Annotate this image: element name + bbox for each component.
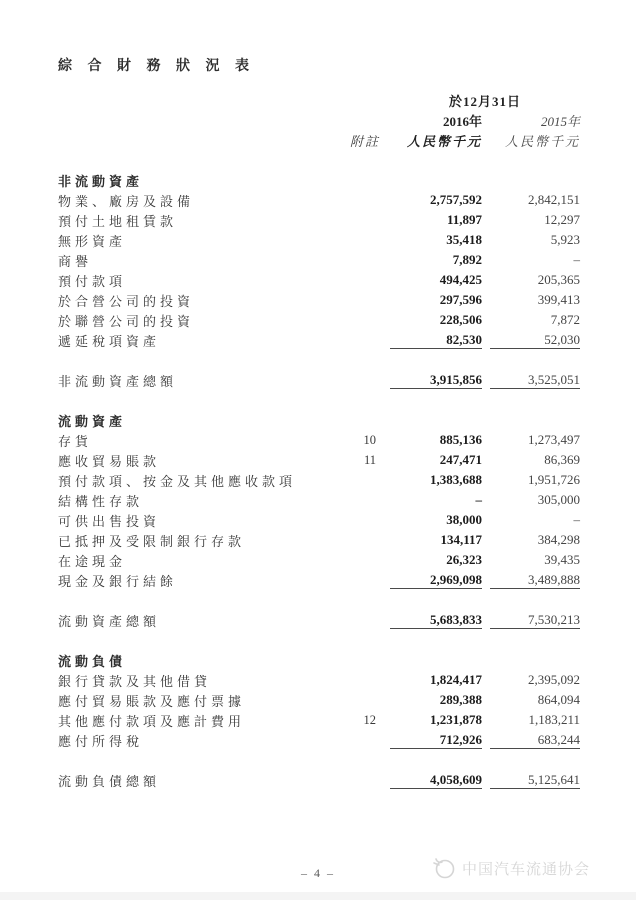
value-2016: 712,926	[390, 732, 482, 749]
value-2015: 305,000	[537, 492, 580, 507]
value-2015: 5,923	[550, 232, 580, 247]
section-total-row	[58, 610, 580, 630]
value-2015: 384,298	[537, 532, 580, 547]
header-note-column: 附註	[349, 133, 380, 149]
row-label: 應付貿易賬款及應付票據	[58, 693, 246, 709]
row-spacer	[58, 590, 580, 610]
page-content	[58, 0, 580, 790]
header-year-2016: 2016年	[442, 113, 482, 129]
row-label: 預付款項、按金及其他應收款項	[58, 473, 297, 489]
row-label: 現金及銀行結餘	[58, 573, 178, 589]
header-unit-2015: 人民幣千元	[504, 133, 580, 149]
line-item-row	[58, 710, 580, 730]
value-2016: 1,383,688	[430, 472, 482, 487]
row-label: 其他應付款項及應計費用	[58, 713, 246, 729]
table-header-unit-row	[58, 130, 580, 150]
section-heading-row	[58, 410, 580, 430]
value-2015: 1,951,726	[528, 472, 580, 487]
table-header-year-row	[58, 110, 580, 130]
line-item-row	[58, 490, 580, 510]
row-label: 流動資產總額	[58, 613, 161, 629]
row-label: 應收貿易賬款	[58, 453, 161, 469]
line-item-row	[58, 550, 580, 570]
value-2016: –	[475, 492, 482, 507]
value-2015: 399,413	[537, 292, 580, 307]
row-label: 流動負債	[58, 653, 127, 669]
value-2016: 1,824,417	[430, 672, 482, 687]
value-2015: 39,435	[544, 552, 580, 567]
value-2016: 35,418	[446, 232, 482, 247]
line-item-row	[58, 210, 580, 230]
row-label: 預付款項	[58, 273, 127, 289]
row-label: 無形資產	[58, 233, 127, 249]
financial-table-body	[58, 170, 580, 790]
row-label: 銀行貸款及其他借貸	[58, 673, 212, 689]
value-2015: 2,395,092	[528, 672, 580, 687]
row-spacer	[58, 390, 580, 410]
value-2016: 7,892	[452, 252, 482, 267]
value-2015: –	[573, 252, 580, 267]
line-item-row	[58, 270, 580, 290]
line-item-row	[58, 690, 580, 710]
line-item-row	[58, 730, 580, 750]
row-note-number: 12	[363, 712, 376, 727]
row-label: 非流動資產總額	[58, 373, 178, 389]
row-label: 商譽	[58, 253, 93, 269]
line-item-row	[58, 470, 580, 490]
value-2016: 38,000	[446, 512, 482, 527]
value-2016: 134,117	[440, 532, 482, 547]
row-label: 在途現金	[58, 553, 127, 569]
value-2015: 7,872	[550, 312, 580, 327]
value-2016: 2,757,592	[430, 192, 482, 207]
value-2015: 1,183,211	[528, 712, 580, 727]
line-item-row	[58, 190, 580, 210]
watermark-text: 中国汽车流通协会	[461, 860, 590, 878]
row-label: 存貨	[58, 433, 93, 449]
value-2015: 3,525,051	[490, 372, 580, 389]
section-heading-row	[58, 170, 580, 190]
row-note-number: 11	[363, 452, 376, 467]
line-item-row	[58, 330, 580, 350]
row-label: 流動資產	[58, 413, 127, 429]
line-item-row	[58, 570, 580, 590]
row-label: 於合營公司的投資	[58, 293, 195, 309]
value-2016: 1,231,878	[430, 712, 482, 727]
value-2015: 3,489,888	[490, 572, 580, 589]
row-label: 於聯營公司的投資	[58, 313, 195, 329]
value-2016: 82,530	[390, 332, 482, 349]
row-label: 非流動資產	[58, 173, 144, 189]
row-label: 物業、廠房及設備	[58, 193, 195, 209]
header-as-at-date: 於12月31日	[448, 93, 521, 109]
section-total-row	[58, 770, 580, 790]
header-unit-2016: 人民幣千元	[406, 133, 482, 149]
value-2016: 289,388	[439, 692, 482, 707]
row-spacer	[58, 750, 580, 770]
line-item-row	[58, 430, 580, 450]
header-year-2015: 2015年	[540, 113, 580, 129]
section-total-row	[58, 370, 580, 390]
value-2016: 26,323	[446, 552, 482, 567]
value-2015: 86,369	[544, 452, 580, 467]
value-2016: 11,897	[446, 212, 482, 227]
row-label: 應付所得稅	[58, 733, 144, 749]
row-spacer	[58, 350, 580, 370]
row-label: 流動負債總額	[58, 773, 161, 789]
table-header-date-row	[58, 90, 580, 110]
line-item-row	[58, 250, 580, 270]
value-2016: 228,506	[439, 312, 482, 327]
value-2015: 2,842,151	[528, 192, 580, 207]
watermark	[432, 856, 590, 880]
value-2015: 52,030	[490, 332, 580, 349]
value-2015: 5,125,641	[490, 772, 580, 789]
value-2015: 683,244	[490, 732, 580, 749]
row-label: 遞延稅項資產	[58, 333, 161, 349]
row-spacer	[58, 630, 580, 650]
value-2015: 205,365	[537, 272, 580, 287]
value-2015: 7,530,213	[490, 612, 580, 629]
page-number: – 4 –	[301, 866, 335, 880]
section-heading-row	[58, 650, 580, 670]
line-item-row	[58, 450, 580, 470]
value-2015: –	[573, 512, 580, 527]
association-logo-icon	[432, 856, 456, 880]
row-label: 可供出售投資	[58, 513, 161, 529]
value-2016: 2,969,098	[390, 572, 482, 589]
value-2015: 864,094	[537, 692, 580, 707]
value-2016: 885,136	[439, 432, 482, 447]
value-2015: 1,273,497	[528, 432, 580, 447]
row-label: 預付土地租賃款	[58, 213, 178, 229]
value-2016: 4,058,609	[390, 772, 482, 789]
row-label: 結構性存款	[58, 493, 144, 509]
line-item-row	[58, 530, 580, 550]
value-2016: 3,915,856	[390, 372, 482, 389]
line-item-row	[58, 310, 580, 330]
value-2015: 12,297	[544, 212, 580, 227]
scan-edge-strip	[0, 892, 636, 900]
value-2016: 247,471	[439, 452, 482, 467]
row-note-number: 10	[363, 432, 376, 447]
line-item-row	[58, 510, 580, 530]
row-label: 已抵押及受限制銀行存款	[58, 533, 246, 549]
line-item-row	[58, 290, 580, 310]
value-2016: 297,596	[439, 292, 482, 307]
line-item-row	[58, 230, 580, 250]
value-2016: 5,683,833	[390, 612, 482, 629]
line-item-row	[58, 670, 580, 690]
page-title: 綜 合 財 務 狀 況 表	[58, 59, 255, 74]
value-2016: 494,425	[439, 272, 482, 287]
